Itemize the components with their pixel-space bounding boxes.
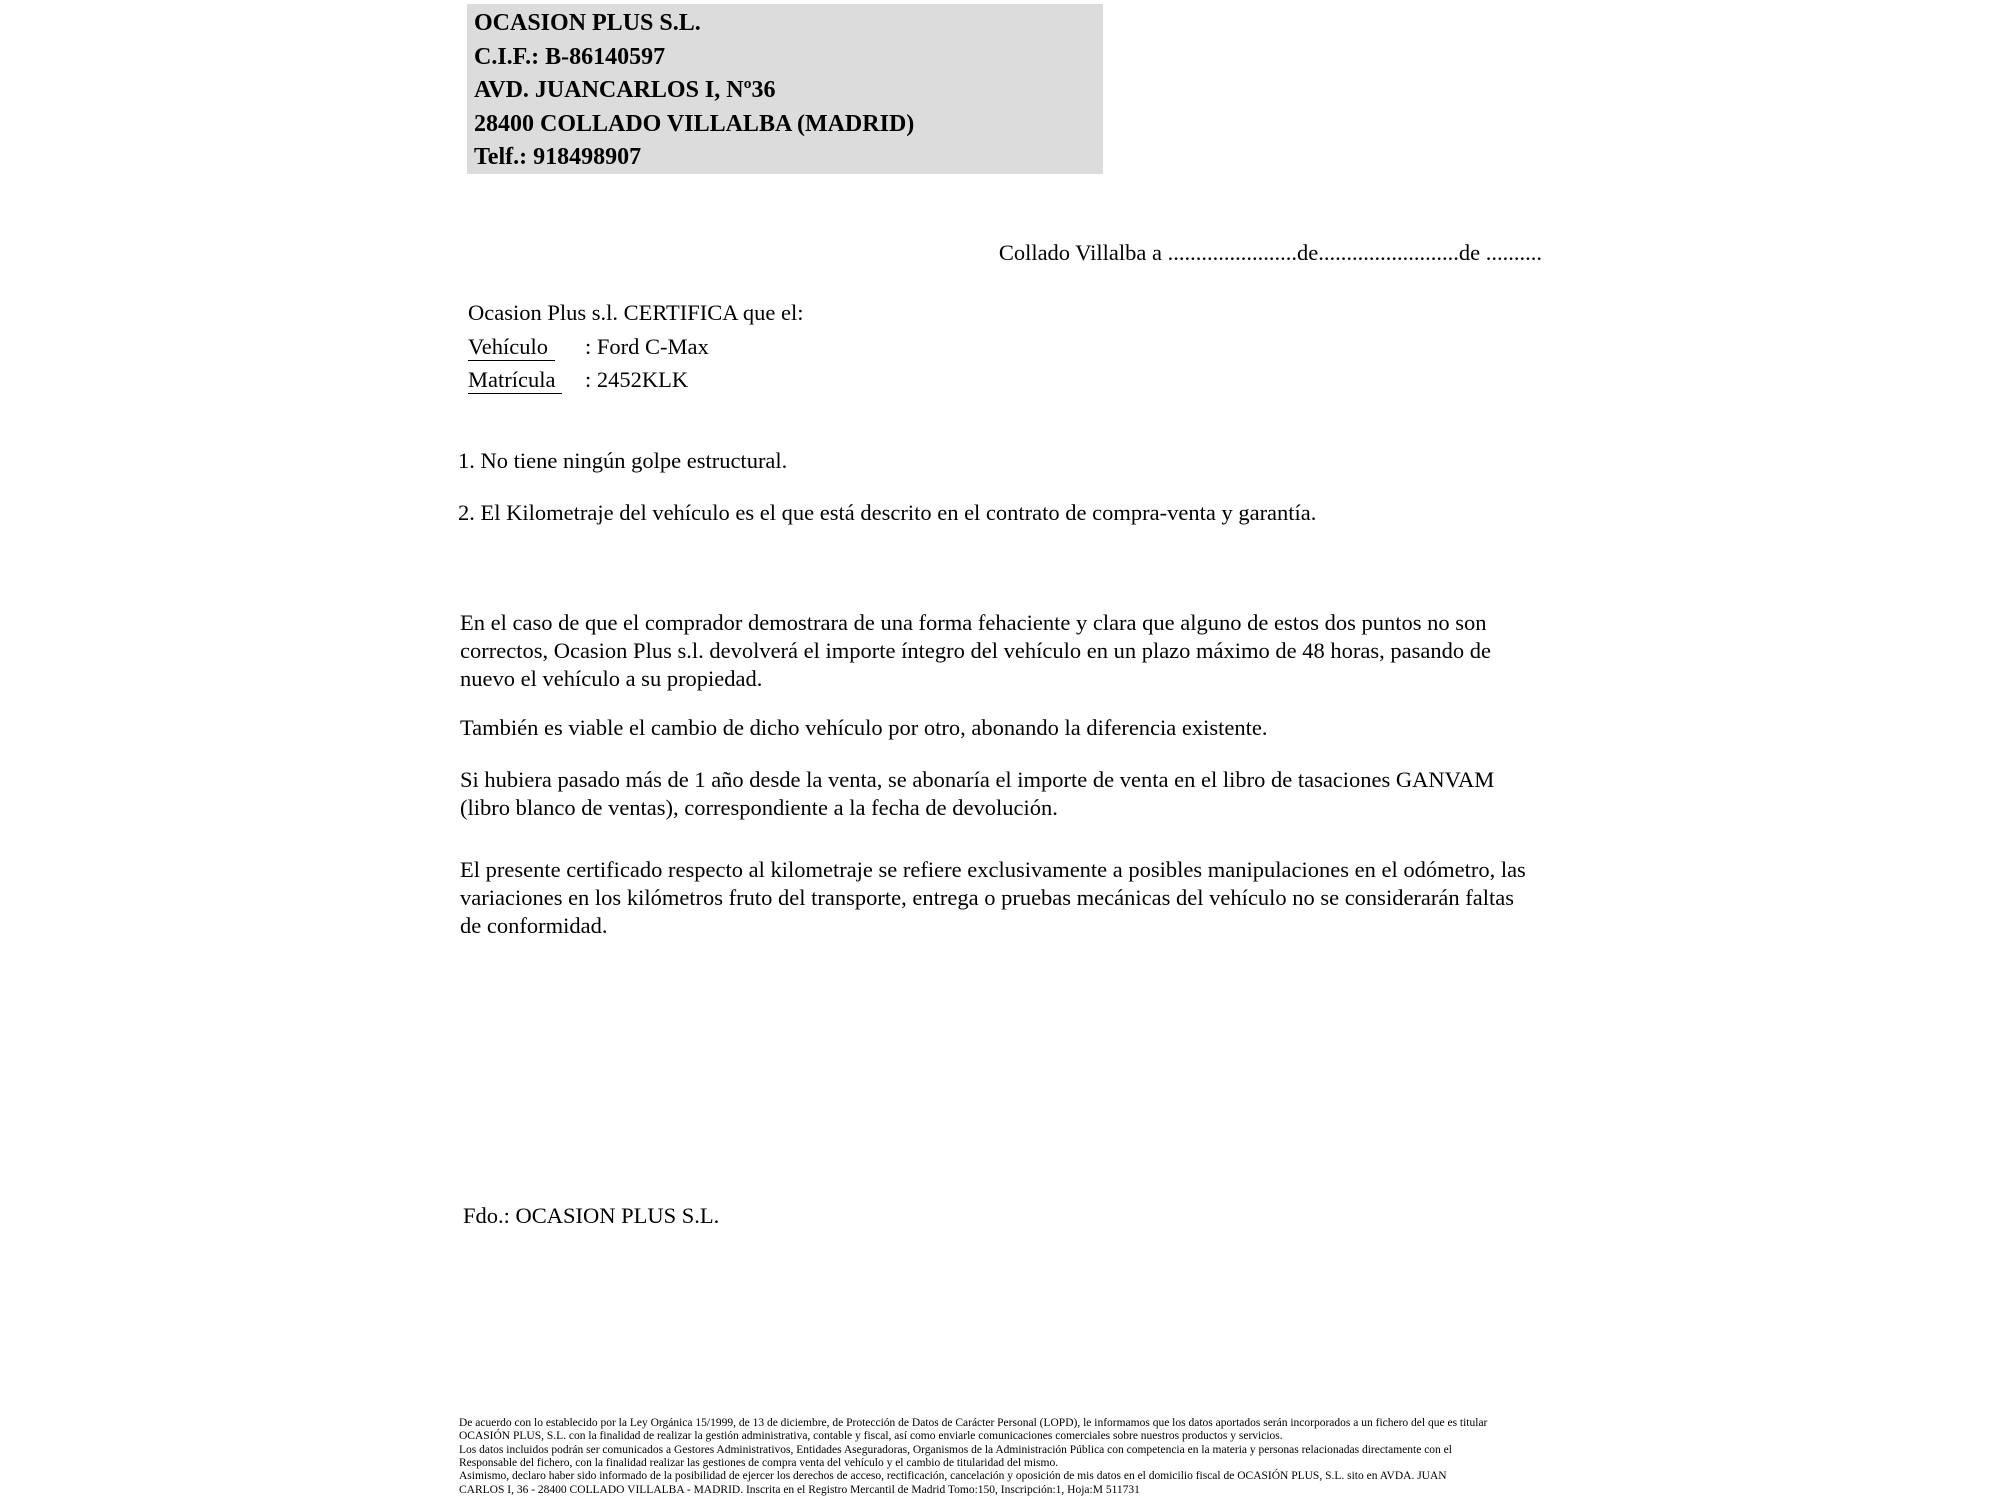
paragraph-odometer: El presente certificado respecto al kilometraje se refiere exclusivamente a posibles manipulaciones en el odómetro, las variaciones en los kilómetros fruto del transporte, entrega o pruebas mecánicas del vehículo no se considerarán faltas de conformidad. [460,857,1526,938]
company-city: 28400 COLLADO VILLALBA (MADRID) [474,110,915,137]
vehicle-label: Vehículo [468,334,555,361]
footer-line-4: Responsable del fichero, con la finalidad realizar las gestiones de compra venta del vehículo y el cambio de titularidad del mismo. [459,1457,1059,1470]
company-cif: C.I.F.: B-86140597 [474,43,666,70]
plate-row [468,367,688,394]
company-address: AVD. JUANCARLOS I, Nº36 [474,77,776,104]
certified-point-1: 1. No tiene ningún golpe estructural. [458,448,788,473]
vehicle-label-wrap [468,334,585,361]
footer-line-2: OCASIÓN PLUS, S.L. con la finalidad de realizar la gestión administrativa, contable y fiscal, así como enviarle comunicaciones comerciales sobre nuestros productos y servicios. [459,1430,1283,1443]
company-phone: Telf.: 918498907 [474,144,642,171]
date-blank-line: Collado Villalba a .......................de.........................de .......... [998,240,1542,265]
plate-label-wrap [468,367,585,394]
footer-line-6: CARLOS I, 36 - 28400 COLLADO VILLALBA - MADRID. Inscrita en el Registro Mercantil de Madrid Tomo:150, Inscripción:1, Hoja:M 511731 [459,1483,1140,1496]
signature-line: Fdo.: OCASION PLUS S.L. [463,1203,720,1228]
footer-line-3: Los datos incluidos podrán ser comunicados a Gestores Administrativos, Entidades Aseguradoras, Organismos de la Administración Pública con competencia en la materia y personas relacionadas directamente con el [459,1443,1452,1456]
certify-intro: Ocasion Plus s.l. CERTIFICA que el: [468,300,804,325]
legal-footer [459,1417,1559,1497]
paragraph-ganvam: Si hubiera pasado más de 1 año desde la venta, se abonaría el importe de venta en el libro de tasaciones GANVAM (libro blanco de ventas), correspondiente a la fecha de devolución. [460,767,1495,820]
paragraph-refund: En el caso de que el comprador demostrara de una forma fehaciente y clara que alguno de estos dos puntos no son correctos, Ocasion Plus s.l. devolverá el importe íntegro del vehículo en un plazo máximo de 48 horas, pasando de nuevo el vehículo a su propiedad. [460,610,1491,691]
certified-point-2: 2. El Kilometraje del vehículo es el que está descrito en el contrato de compra-venta y garantía. [458,500,1317,525]
plate-label: Matrícula [468,367,562,394]
footer-line-5: Asimismo, declaro haber sido informado de la posibilidad de ejercer los derechos de acceso, rectificación, cancelación y oposición de mis datos en el domicilio fiscal de OCASIÓN PLUS, S.L. sito en AVDA. JUAN [459,1470,1447,1483]
company-header-box [467,4,1103,174]
paragraph-exchange: También es viable el cambio de dicho vehículo por otro, abonando la diferencia existente. [460,715,1268,740]
plate-value: : 2452KLK [585,367,689,392]
vehicle-value: : Ford C-Max [585,334,709,359]
footer-line-1: De acuerdo con lo establecido por la Ley Orgánica 15/1999, de 13 de diciembre, de Protección de Datos de Carácter Personal (LOPD), le informamos que los datos aportados serán incorporados a un fichero del que es titular [459,1417,1488,1429]
company-name: OCASION PLUS S.L. [474,10,701,36]
vehicle-row [468,334,709,361]
